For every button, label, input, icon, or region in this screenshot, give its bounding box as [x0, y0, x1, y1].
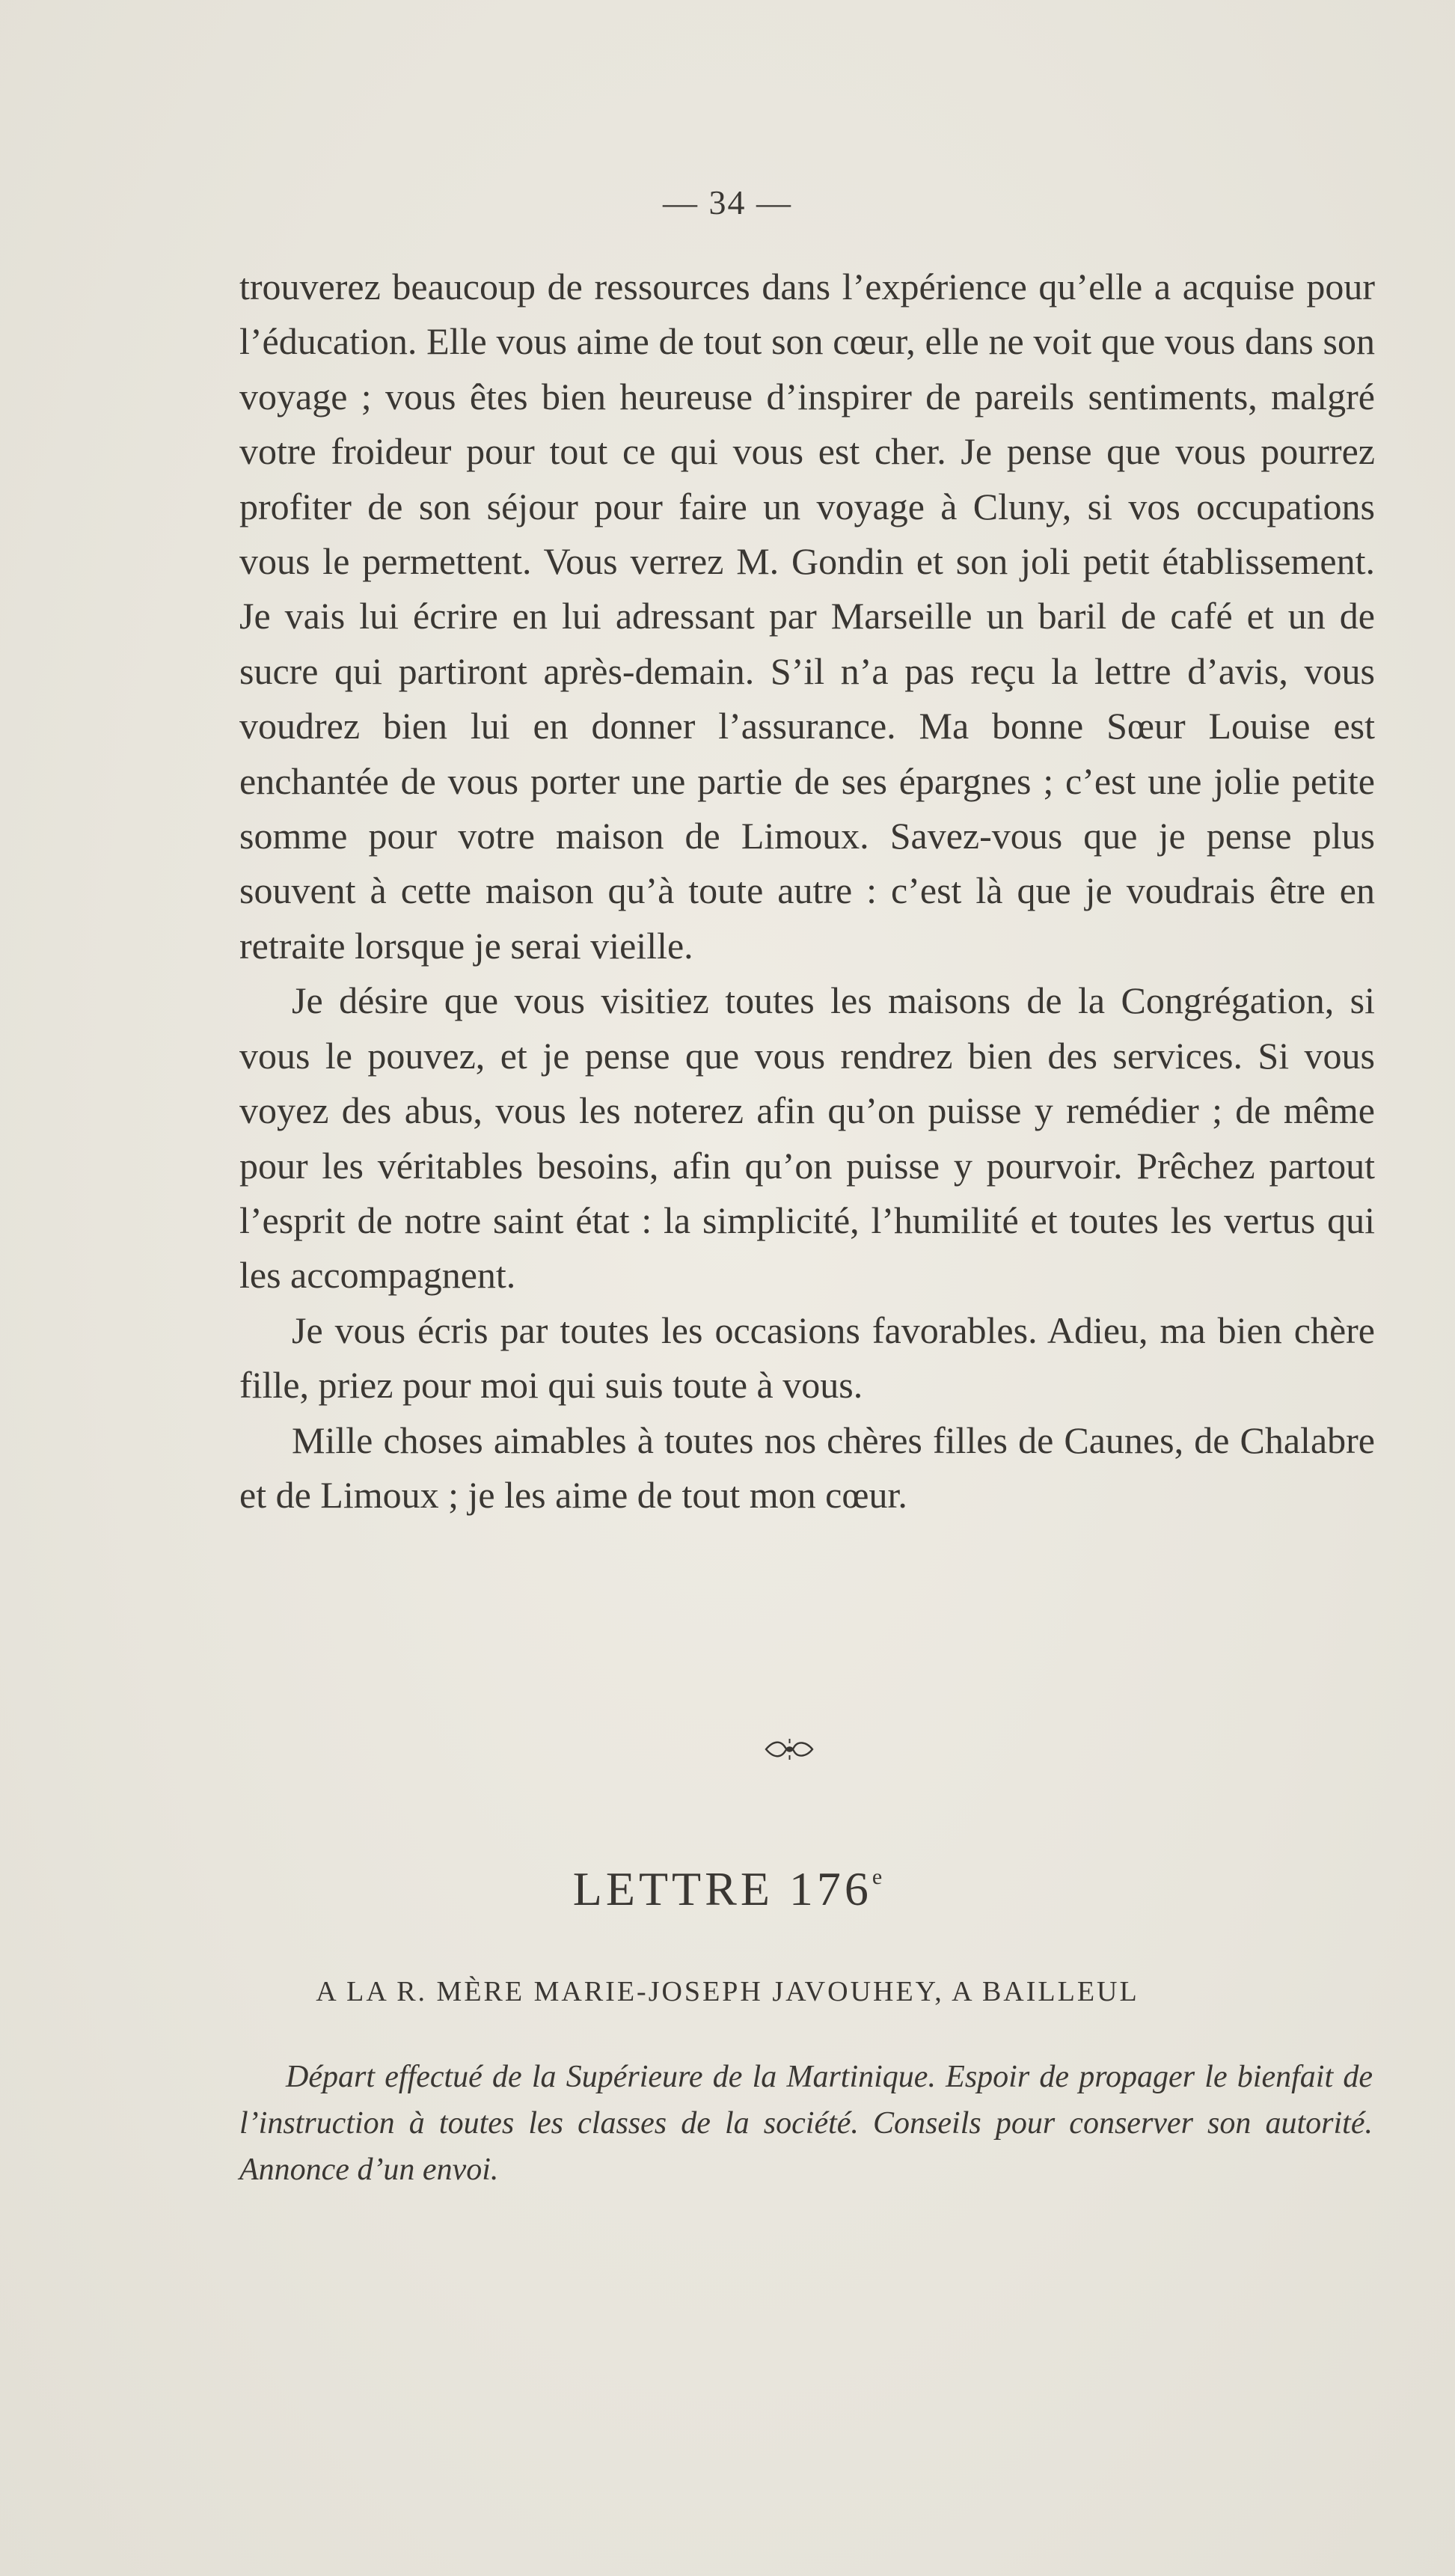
letter-summary: Départ effectué de la Supérieure de la Martinique. Espoir de propager le bienfait de l’instruction à toutes les classes de la société. Conseils pour conserver son autorité. Annonce d’un envoi.: [239, 2060, 1373, 2187]
letter-heading-suffix: e: [872, 1864, 883, 1889]
letter-body-text: [239, 260, 1375, 1523]
letter-heading: [0, 1861, 1455, 1917]
paragraph: Je vous écris par toutes les occasions favorables. Adieu, ma bien chère fille, priez pour moi qui suis toute à vous.: [239, 1309, 1375, 1407]
paragraph: Je désire que vous visitiez toutes les maisons de la Congrégation, si vous le pouvez, et je pense que vous rendrez bien des services. Si vous voyez des abus, vous les noterez afin qu’on puisse y remédier ; de même pour les véritables besoins, afin qu’on puisse y pourvoir. Prêchez partout l’esprit de notre saint état : la simplicité, l’humilité et toutes les vertus qui les accompagnent.: [239, 979, 1375, 1297]
fleuron-ornament-icon: [763, 1736, 815, 1763]
letter-recipient: A LA R. MÈRE MARIE-JOSEPH JAVOUHEY, A BAILLEUL: [316, 1976, 1139, 2007]
page-number: — 34 —: [663, 183, 792, 221]
paragraph-continuation: trouverez beaucoup de ressources dans l’expérience qu’elle a acquise pour l’éducation. Elle vous aime de tout son cœur, elle ne voit que vous dans son voyage ; vous êtes bien heureuse d’inspirer de pareils sentiments, malgré votre froideur pour tout ce qui vous est cher. Je pense que vous pourrez profiter de son séjour pour faire un voyage à Cluny, si vos occupations vous le permettent. Vous verrez M. Gondin et son joli petit établissement. Je vais lui écrire en lui adressant par Marseille un baril de café et un de sucre qui partiront après-demain. S’il n’a pas reçu la lettre d’avis, vous voudrez bien lui en donner l’assurance. Ma bonne Sœur Louise est enchantée de vous porter une partie de ses épargnes ; c’est une jolie petite somme pour votre maison de Limoux. Savez-vous que je pense plus souvent à cette maison qu’à toute autre : c’est là que je voudrais être en retraite lorsque je serai vieille.: [239, 266, 1375, 967]
paragraph: Mille choses aimables à toutes nos chères filles de Caunes, de Chalabre et de Limoux ; je les aime de tout mon cœur.: [239, 1419, 1375, 1516]
letter-heading-text: LETTRE 176: [572, 1862, 872, 1915]
